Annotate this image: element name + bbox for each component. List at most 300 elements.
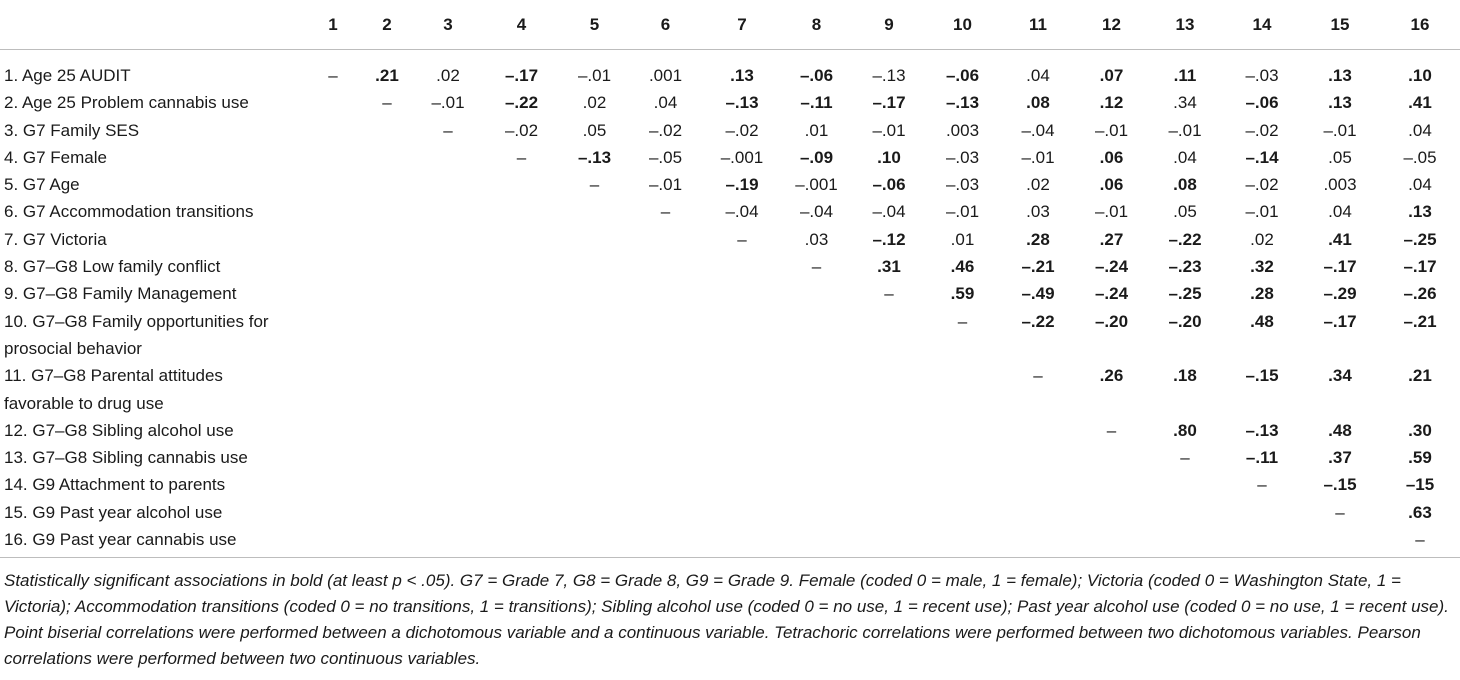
correlation-cell <box>703 253 781 280</box>
correlation-cell <box>360 362 414 417</box>
variable-label-line: 15. G9 Past year alcohol use <box>4 502 223 522</box>
correlation-cell: –.21 <box>1403 311 1437 331</box>
correlation-cell: –.29 <box>1323 284 1357 304</box>
variable-label <box>0 444 306 471</box>
column-header: 14 <box>1224 0 1300 50</box>
correlation-cell: .11 <box>1173 66 1197 85</box>
correlation-cell <box>414 362 482 417</box>
correlation-cell: –.05 <box>648 147 683 167</box>
correlation-cell: – <box>516 147 527 167</box>
correlation-cell <box>781 499 852 526</box>
correlation-cell: –.13 <box>872 66 906 85</box>
correlation-cell <box>561 499 628 526</box>
correlation-cell: .37 <box>1328 448 1352 468</box>
correlation-cell <box>482 417 561 444</box>
correlation-cell: –.06 <box>799 66 834 85</box>
correlation-cell: .08 <box>1173 175 1197 195</box>
table-row <box>0 471 1460 498</box>
table-row <box>0 198 1460 225</box>
correlation-cell <box>926 526 999 557</box>
correlation-cell: –.06 <box>1245 93 1279 113</box>
variable-label-line: 4. G7 Female <box>4 147 107 167</box>
correlation-cell: .28 <box>1026 229 1050 249</box>
correlation-cell: .10 <box>877 147 901 167</box>
correlation-cell <box>628 471 703 498</box>
correlation-cell: –.001 <box>795 175 838 195</box>
correlation-cell: –.25 <box>1168 284 1202 304</box>
correlation-cell <box>781 471 852 498</box>
table-row <box>0 226 1460 253</box>
correlation-cell <box>1146 471 1224 498</box>
correlation-cell: –.02 <box>1245 175 1279 195</box>
correlation-cell: –.22 <box>1168 229 1202 249</box>
correlation-cell: –.01 <box>1168 120 1202 140</box>
correlation-cell <box>306 117 360 144</box>
correlation-cell <box>852 362 926 417</box>
correlation-cell <box>482 362 561 417</box>
correlation-cell <box>561 444 628 471</box>
correlation-cell: .003 <box>945 120 980 140</box>
correlation-cell <box>628 444 703 471</box>
correlation-cell: –.06 <box>945 66 980 85</box>
correlation-cell: – <box>1335 502 1345 522</box>
correlation-cell: .03 <box>804 229 829 249</box>
correlation-cell <box>781 417 852 444</box>
correlation-cell: .31 <box>877 257 901 277</box>
variable-label <box>0 362 306 417</box>
correlation-cell <box>703 499 781 526</box>
correlation-cell: –.23 <box>1168 257 1202 277</box>
column-header: 4 <box>482 0 561 50</box>
correlation-cell: –.01 <box>577 66 612 85</box>
correlation-cell <box>781 308 852 363</box>
correlation-cell <box>482 526 561 557</box>
column-header: 15 <box>1300 0 1380 50</box>
correlation-cell <box>414 308 482 363</box>
correlation-cell <box>561 471 628 498</box>
header-row <box>0 0 1460 50</box>
correlation-cell: .30 <box>1408 420 1432 440</box>
correlation-cell <box>628 417 703 444</box>
correlation-cell <box>781 444 852 471</box>
correlation-cell <box>414 526 482 557</box>
variable-label <box>0 280 306 307</box>
correlation-cell: –.001 <box>720 147 764 167</box>
correlation-cell <box>360 198 414 225</box>
variable-label-line: 6. G7 Accommodation transitions <box>4 202 254 222</box>
column-header: 3 <box>414 0 482 50</box>
correlation-cell <box>482 444 561 471</box>
variable-label-line: prosocial behavior <box>4 338 142 358</box>
correlation-cell <box>703 471 781 498</box>
correlation-cell: .21 <box>1408 366 1432 386</box>
correlation-cell: –.01 <box>431 93 465 113</box>
variable-label-line: 9. G7–G8 Family Management <box>4 284 237 304</box>
variable-label-line: 13. G7–G8 Sibling cannabis use <box>4 448 248 468</box>
correlation-cell <box>306 417 360 444</box>
column-header: 12 <box>1077 0 1146 50</box>
correlation-cell <box>306 499 360 526</box>
correlation-cell: –.02 <box>504 120 539 140</box>
correlation-cell <box>360 253 414 280</box>
correlation-cell: .003 <box>1323 175 1357 195</box>
correlation-cell <box>306 198 360 225</box>
variable-label <box>0 499 306 526</box>
column-header: 13 <box>1146 0 1224 50</box>
correlation-cell <box>852 499 926 526</box>
column-header: 2 <box>360 0 414 50</box>
correlation-cell <box>999 471 1077 498</box>
correlation-cell: .80 <box>1173 420 1197 440</box>
variable-label <box>0 417 306 444</box>
header-label-cell <box>0 0 306 50</box>
correlation-cell <box>414 417 482 444</box>
correlation-cell <box>926 362 999 417</box>
variable-label-line: 3. G7 Family SES <box>4 120 140 140</box>
correlation-cell <box>1077 526 1146 557</box>
correlation-cell: .05 <box>1173 202 1197 222</box>
correlation-cell <box>306 444 360 471</box>
correlation-cell: .04 <box>1328 202 1352 222</box>
correlation-cell <box>703 280 781 307</box>
correlation-cell <box>306 362 360 417</box>
correlation-cell <box>360 444 414 471</box>
variable-label-line: 14. G9 Attachment to parents <box>4 475 226 495</box>
correlation-cell: .46 <box>950 257 975 277</box>
correlation-cell: –.05 <box>1403 147 1437 167</box>
correlation-cell: –.24 <box>1094 284 1129 304</box>
table-row <box>0 526 1460 557</box>
correlation-cell <box>852 417 926 444</box>
correlation-cell: .02 <box>436 66 460 85</box>
correlation-cell <box>926 417 999 444</box>
correlation-cell: .02 <box>1026 175 1050 195</box>
correlation-cell <box>999 526 1077 557</box>
correlation-cell <box>781 280 852 307</box>
correlation-cell <box>360 144 414 171</box>
correlation-cell: – <box>1415 530 1425 550</box>
correlation-cell <box>1146 499 1224 526</box>
table-header <box>0 0 1460 50</box>
correlation-cell: –.04 <box>1021 120 1055 140</box>
correlation-cell: .32 <box>1250 257 1274 277</box>
table-footnote: Statistically significant associations in bold (at least p < .05). G7 = Grade 7, G8 = Grade 8, G9 = Grade 9. Female (coded 0 = male, 1 = female); Victoria (coded 0 = Washington State, 1 = Victoria); Accommodation transitions (coded 0 = no transitions, 1 = transitions); Sibling alcohol use (coded 0 = no use, 1 = recent use); Past year alcohol use (coded 0 = no use, 1 = recent use). Point biserial correlations were performed between a dichotomous variable and a continuous variable. Tetrachoric correlations were performed between two dichotomous variables. Pearson correlations were performed between two continuous variables. <box>4 571 1449 669</box>
correlation-cell <box>703 362 781 417</box>
table-row <box>0 362 1460 417</box>
correlation-cell <box>360 280 414 307</box>
correlation-cell <box>926 444 999 471</box>
correlation-cell: –.13 <box>725 93 759 113</box>
correlation-cell: .04 <box>1408 120 1432 140</box>
correlation-cell <box>628 526 703 557</box>
correlation-cell: –.06 <box>872 175 906 195</box>
correlation-cell <box>1224 499 1300 526</box>
table-row <box>0 417 1460 444</box>
table-row <box>0 144 1460 171</box>
correlation-cell: –.11 <box>800 93 833 113</box>
correlation-cell: –.12 <box>872 229 906 249</box>
correlation-cell <box>306 144 360 171</box>
correlation-cell: –.09 <box>799 147 834 167</box>
correlation-cell <box>306 526 360 557</box>
variable-label-line: 8. G7–G8 Low family conflict <box>4 257 221 277</box>
correlation-cell: –.19 <box>725 175 759 195</box>
correlation-cell <box>1077 444 1146 471</box>
correlation-cell <box>1077 499 1146 526</box>
correlation-cell <box>561 226 628 253</box>
correlation-cell <box>703 444 781 471</box>
variable-label <box>0 171 306 198</box>
correlation-cell: .48 <box>1250 311 1274 331</box>
correlation-cell <box>628 308 703 363</box>
correlation-cell <box>482 499 561 526</box>
correlation-cell <box>360 499 414 526</box>
correlation-cell: –.02 <box>648 120 683 140</box>
correlation-cell <box>628 253 703 280</box>
correlation-cell: – <box>328 66 338 85</box>
correlation-cell <box>306 308 360 363</box>
variable-label-line: 2. Age 25 Problem cannabis use <box>4 93 249 113</box>
variable-label <box>0 117 306 144</box>
correlation-cell <box>482 308 561 363</box>
table-row <box>0 117 1460 144</box>
correlation-cell <box>306 89 360 116</box>
correlation-cell: .48 <box>1328 420 1352 440</box>
correlation-cell <box>482 280 561 307</box>
correlation-cell: –.01 <box>1021 147 1055 167</box>
correlation-cell: – <box>811 257 822 277</box>
correlation-cell <box>306 280 360 307</box>
correlation-cell <box>482 253 561 280</box>
column-header: 8 <box>781 0 852 50</box>
correlation-cell: .27 <box>1099 229 1124 249</box>
correlation-cell: .59 <box>950 284 975 304</box>
correlation-cell: –.21 <box>1021 257 1055 277</box>
correlation-cell <box>482 171 561 198</box>
correlation-cell: .18 <box>1173 366 1197 386</box>
correlation-cell <box>703 526 781 557</box>
correlation-cell <box>703 308 781 363</box>
correlation-cell: .13 <box>1328 93 1352 113</box>
correlation-cell <box>561 198 628 225</box>
correlation-cell: .13 <box>1328 66 1352 85</box>
correlation-cell: –.20 <box>1168 311 1202 331</box>
correlation-cell: –.26 <box>1403 284 1437 304</box>
correlation-cell <box>926 471 999 498</box>
correlation-cell: –.15 <box>1245 366 1279 386</box>
correlation-cell <box>306 226 360 253</box>
correlation-cell <box>561 362 628 417</box>
correlation-cell <box>360 226 414 253</box>
correlation-cell: .21 <box>375 66 399 85</box>
correlation-cell: –.04 <box>872 202 906 222</box>
correlation-cell <box>561 308 628 363</box>
variable-label-line: 1. Age 25 AUDIT <box>4 66 131 85</box>
correlation-cell: .26 <box>1099 366 1124 386</box>
correlation-cell: – <box>382 93 392 113</box>
correlation-cell: –.49 <box>1021 284 1055 304</box>
correlation-cell <box>360 171 414 198</box>
correlation-cell: –.17 <box>1323 311 1357 331</box>
correlation-cell: –.14 <box>1245 147 1279 167</box>
correlation-cell <box>414 226 482 253</box>
correlation-cell: –.03 <box>945 175 980 195</box>
correlation-cell: –.01 <box>1323 120 1357 140</box>
correlation-cell: –.15 <box>1323 475 1357 495</box>
correlation-cell: –.13 <box>945 93 980 113</box>
correlation-cell: .04 <box>1026 66 1050 85</box>
variable-label-line: 12. G7–G8 Sibling alcohol use <box>4 420 234 440</box>
correlation-cell <box>414 499 482 526</box>
correlation-cell <box>414 144 482 171</box>
correlation-cell <box>999 444 1077 471</box>
correlation-cell <box>852 526 926 557</box>
correlation-cell <box>1224 526 1300 557</box>
correlation-cell <box>414 471 482 498</box>
correlation-cell: –.17 <box>1403 257 1437 277</box>
correlation-cell <box>306 253 360 280</box>
correlation-cell: .03 <box>1026 202 1050 222</box>
variable-label <box>0 144 306 171</box>
variable-label <box>0 253 306 280</box>
correlation-cell: – <box>1106 420 1117 440</box>
correlation-cell: –.17 <box>504 66 539 85</box>
correlation-cell <box>628 362 703 417</box>
correlation-cell <box>414 280 482 307</box>
correlation-cell: –.01 <box>945 202 980 222</box>
correlation-cell: – <box>737 229 747 249</box>
correlation-cell: –.22 <box>504 93 539 113</box>
correlation-cell: .07 <box>1099 66 1124 85</box>
correlation-cell: .10 <box>1408 66 1432 85</box>
correlation-cell: .05 <box>1328 147 1352 167</box>
table-row <box>0 280 1460 307</box>
column-header: 10 <box>926 0 999 50</box>
correlation-cell: .02 <box>582 93 607 113</box>
correlation-cell: .06 <box>1099 175 1124 195</box>
correlation-cell: –.03 <box>945 147 980 167</box>
correlation-cell: –.04 <box>725 202 759 222</box>
column-header: 11 <box>999 0 1077 50</box>
correlation-cell: .13 <box>730 66 754 85</box>
correlation-cell: –.04 <box>799 202 834 222</box>
variable-label-line: 16. G9 Past year cannabis use <box>4 530 237 550</box>
column-header: 7 <box>703 0 781 50</box>
correlation-cell: –.01 <box>1245 202 1279 222</box>
correlation-cell: – <box>589 175 600 195</box>
correlation-cell <box>482 471 561 498</box>
correlation-cell <box>561 526 628 557</box>
variable-label-line: 7. G7 Victoria <box>4 229 107 249</box>
correlation-cell: .13 <box>1408 202 1432 222</box>
table-row <box>0 444 1460 471</box>
correlation-cell <box>852 308 926 363</box>
table-row <box>0 171 1460 198</box>
table-row <box>0 50 1460 90</box>
correlation-cell: .01 <box>950 229 975 249</box>
correlation-cell: – <box>884 284 894 304</box>
correlation-cell: –.11 <box>1245 448 1279 468</box>
correlation-cell: – <box>443 120 453 140</box>
column-header: 5 <box>561 0 628 50</box>
correlation-cell: – <box>957 311 968 331</box>
correlation-cell: –.13 <box>1245 420 1279 440</box>
correlation-cell <box>360 308 414 363</box>
table-row <box>0 499 1460 526</box>
correlation-cell: –.17 <box>1323 257 1357 277</box>
correlation-cell: –.02 <box>1245 120 1279 140</box>
correlation-cell: –.25 <box>1403 229 1437 249</box>
correlation-cell <box>360 417 414 444</box>
correlation-cell <box>628 226 703 253</box>
correlation-cell <box>781 362 852 417</box>
table-row <box>0 89 1460 116</box>
correlation-cell: .08 <box>1026 93 1050 113</box>
column-header: 6 <box>628 0 703 50</box>
correlation-cell <box>360 117 414 144</box>
variable-label <box>0 89 306 116</box>
correlation-cell <box>852 471 926 498</box>
table-row <box>0 308 1460 363</box>
correlation-cell: –.02 <box>725 120 759 140</box>
correlation-cell: –.01 <box>1094 202 1129 222</box>
correlation-cell: –.01 <box>1094 120 1129 140</box>
correlation-cell: – <box>1033 366 1043 386</box>
correlation-cell: .02 <box>1250 229 1274 249</box>
correlation-cell <box>414 171 482 198</box>
correlation-cell: .04 <box>1408 175 1432 195</box>
correlation-cell <box>306 171 360 198</box>
correlation-cell <box>360 471 414 498</box>
correlation-cell: .04 <box>1173 147 1197 167</box>
correlation-cell: – <box>660 202 671 222</box>
variable-label <box>0 226 306 253</box>
correlation-cell <box>482 198 561 225</box>
correlation-cell: .34 <box>1173 93 1197 113</box>
variable-label <box>0 50 306 90</box>
correlation-cell <box>926 499 999 526</box>
correlation-cell: .06 <box>1099 147 1124 167</box>
correlation-cell: .04 <box>653 93 678 113</box>
variable-label <box>0 198 306 225</box>
correlation-cell <box>1300 526 1380 557</box>
correlation-cell: .001 <box>648 66 683 85</box>
variable-label-line: favorable to drug use <box>4 393 164 413</box>
correlation-cell <box>781 526 852 557</box>
correlation-cell <box>1077 471 1146 498</box>
column-header: 16 <box>1380 0 1460 50</box>
correlation-cell: –.01 <box>648 175 683 195</box>
correlation-cell <box>306 471 360 498</box>
correlation-cell: .01 <box>804 120 829 140</box>
correlation-cell <box>360 526 414 557</box>
correlation-cell <box>561 417 628 444</box>
correlation-cell: .41 <box>1408 93 1432 113</box>
correlation-cell: .05 <box>582 120 607 140</box>
correlation-cell: – <box>1180 448 1190 468</box>
column-header: 9 <box>852 0 926 50</box>
table-row <box>0 253 1460 280</box>
variable-label <box>0 471 306 498</box>
correlation-cell <box>414 198 482 225</box>
correlation-cell <box>414 444 482 471</box>
correlation-cell <box>628 280 703 307</box>
correlation-cell <box>703 417 781 444</box>
table-body <box>0 50 1460 558</box>
correlation-cell: .63 <box>1408 502 1432 522</box>
correlation-cell: – <box>1257 475 1267 495</box>
variable-label-line: 11. G7–G8 Parental attitudes <box>4 366 223 386</box>
